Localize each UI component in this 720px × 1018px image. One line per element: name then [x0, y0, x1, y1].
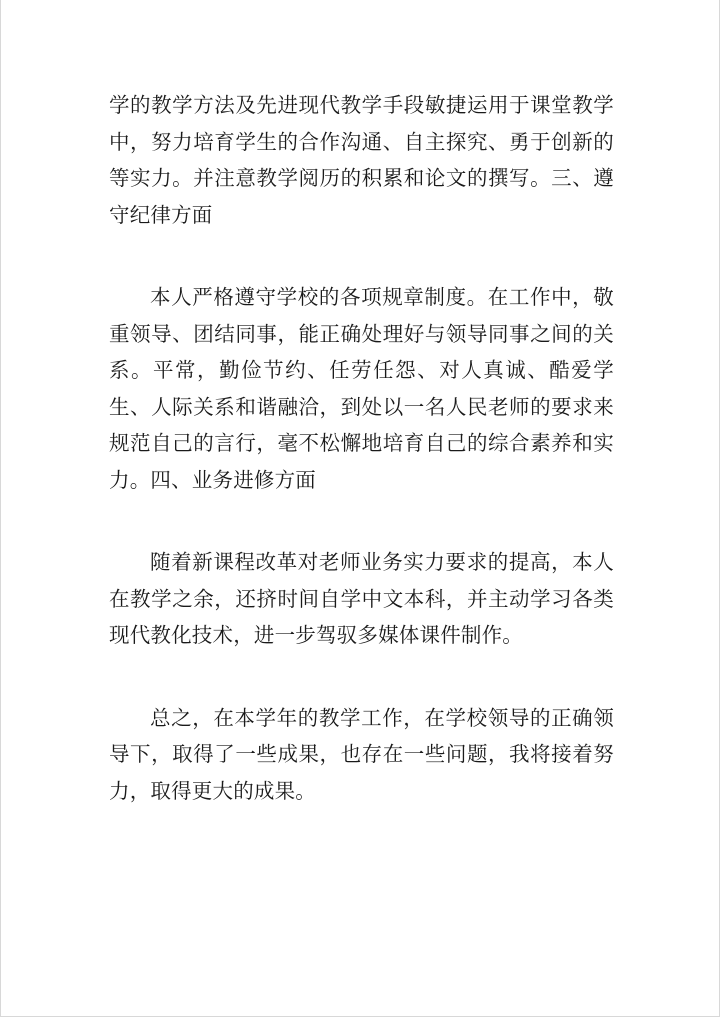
paragraph-spacer [109, 654, 614, 700]
paragraph-teaching-methods: 学的教学方法及先进现代教学手段敏捷运用于课堂教学中，努力培育学生的合作沟通、自主探究、勇于创新的等实力。并注意教学阅历的积累和论文的撰写。三、遵守纪律方面 [109, 93, 614, 227]
paragraph-spacer [109, 498, 614, 544]
document-body [109, 87, 614, 809]
paragraph-discipline: 本人严格遵守学校的各项规章制度。在工作中，敬重领导、团结同事，能正确处理好与领导同事之间的关系。平常，勤俭节约、任劳任怨、对人真诚、酷爱学生、人际关系和谐融洽，到处以一名人民老师的要求来规范自己的言行，毫不松懈地培育自己的综合素养和实力。四、业务进修方面 [109, 285, 614, 492]
paragraph-professional-study: 随着新课程改革对老师业务实力要求的提高，本人在教学之余，还挤时间自学中文本科，并主动学习各类现代教化技术，进一步驾驭多媒体课件制作。 [109, 550, 614, 647]
paragraph-summary: 总之，在本学年的教学工作，在学校领导的正确领导下，取得了一些成果，也存在一些问题，我将接着努力，取得更大的成果。 [109, 705, 614, 803]
paragraph-spacer [109, 233, 614, 279]
